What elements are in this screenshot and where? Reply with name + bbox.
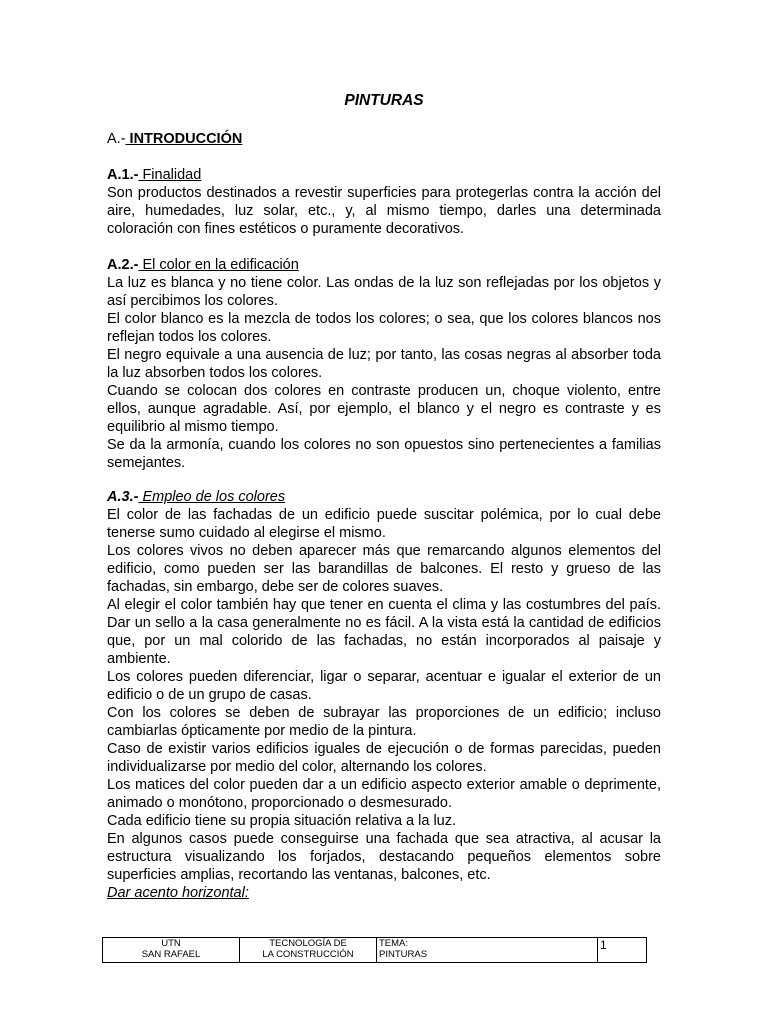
section-a3-heading <box>107 488 661 506</box>
paragraph: Al elegir el color también hay que tener en cuenta el clima y las costumbres del país. Dar un sello a la casa generalmente no es fácil. A la vista está la cantidad de edificios que, por un mal colorido de las fachadas, no están incorporados al paisaje y ambiente. <box>107 597 661 667</box>
footer-course-line2: LA CONSTRUCCIÓN <box>262 949 354 960</box>
section-a-prefix: A.- <box>107 131 126 147</box>
paragraph: Caso de existir varios edificios iguales de ejecución o de formas parecidas, pueden individualizarse por medio del color, alternando los colores. <box>107 741 661 775</box>
section-a2-label: El color en la edificación <box>138 257 299 273</box>
section-a-label: INTRODUCCIÓN <box>125 131 243 147</box>
section-a1-heading <box>107 166 661 184</box>
closing-line: Dar acento horizontal: <box>107 885 249 901</box>
footer-institution-line2: SAN RAFAEL <box>141 949 201 960</box>
section-a1-label: Finalidad <box>138 167 202 183</box>
footer-institution-line1: UTN <box>161 938 181 949</box>
footer-page-number: 1 <box>598 938 647 963</box>
paragraph: Con los colores se deben de subrayar las proporciones de un edificio; incluso cambiarlas ópticamente por medio de la pintura. <box>107 705 661 739</box>
section-a2-number: A.2.- <box>107 257 139 273</box>
footer-topic <box>377 938 598 963</box>
section-a1-number: A.1.- <box>107 167 139 183</box>
paragraph: Los colores vivos no deben aparecer más que remarcando algunos elementos del edificio, como pueden ser las barandillas de balcones. El resto y grueso de las fachadas, sin embargo, debe ser de colores suaves. <box>107 543 661 595</box>
footer-table <box>102 937 647 963</box>
paragraph: Los colores pueden diferenciar, ligar o separar, acentuar e igualar el exterior de un edificio o de un grupo de casas. <box>107 669 661 703</box>
section-a3-number: A.3.- <box>107 489 139 505</box>
section-a3-label: Empleo de los colores <box>138 489 286 505</box>
paragraph: Se da la armonía, cuando los colores no son opuestos sino pertenecientes a familias semejantes. <box>107 437 661 471</box>
footer-course <box>240 938 377 963</box>
paragraph: El color de las fachadas de un edificio puede suscitar polémica, por lo cual debe tenerse sumo cuidado al elegirse el mismo. <box>107 507 661 541</box>
footer-institution <box>103 938 240 963</box>
footer-course-line1: TECNOLOGÍA DE <box>269 938 347 949</box>
section-a2-heading <box>107 256 661 274</box>
section-a2 <box>107 256 661 472</box>
paragraph: Cuando se colocan dos colores en contraste producen un, choque violento, entre ellos, aunque agradable. Así, por ejemplo, el blanco y el negro es contraste y es equilibrio al mismo tiempo. <box>107 383 661 435</box>
paragraph: Son productos destinados a revestir superficies para protegerlas contra la acción del aire, humedades, luz solar, etc., y, al mismo tiempo, darles una determinada coloración con fines estéticos o puramente decorativos. <box>107 185 661 237</box>
paragraph: Cada edificio tiene su propia situación relativa a la luz. <box>107 813 457 829</box>
section-a1 <box>107 166 661 238</box>
document-title: PINTURAS <box>344 92 424 109</box>
paragraph: En algunos casos puede conseguirse una fachada que sea atractiva, al acusar la estructura visualizando los forjados, destacando pequeños elementos sobre superficies amplias, recortando las ventanas, balcones, etc. <box>107 831 661 883</box>
footer-topic-line2: PINTURAS <box>379 949 428 960</box>
footer-topic-line1: TEMA: <box>379 938 409 949</box>
section-a3 <box>107 488 661 902</box>
section-a-heading <box>107 130 242 148</box>
paragraph: Los matices del color pueden dar a un edificio aspecto exterior amable o deprimente, animado o monótono, proporcionado o desmesurado. <box>107 777 661 811</box>
paragraph: El negro equivale a una ausencia de luz; por tanto, las cosas negras al absorber toda la luz absorben todos los colores. <box>107 347 661 381</box>
paragraph: La luz es blanca y no tiene color. Las ondas de la luz son reflejadas por los objetos y así percibimos los colores. <box>107 275 661 309</box>
paragraph: El color blanco es la mezcla de todos los colores; o sea, que los colores blancos nos reflejan todos los colores. <box>107 311 661 345</box>
